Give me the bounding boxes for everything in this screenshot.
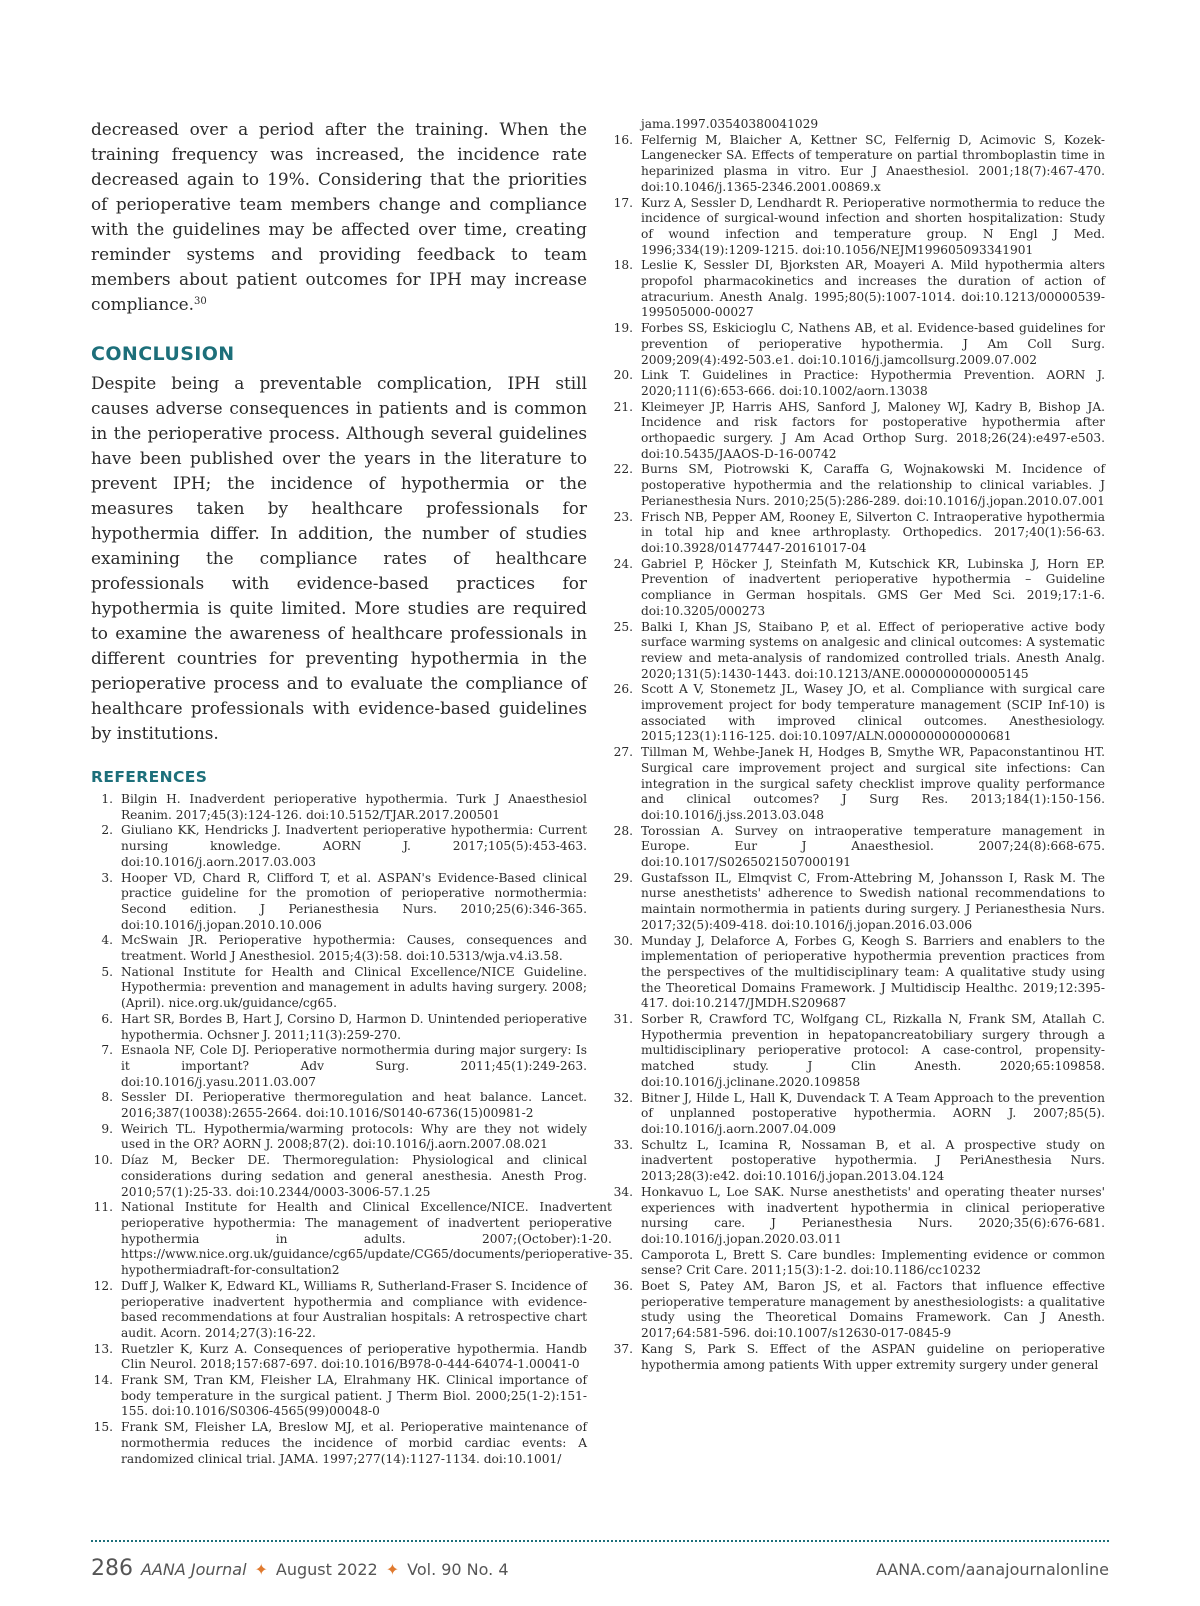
reference-item (91, 965, 587, 1012)
reference-number: 14. (93, 1373, 113, 1388)
reference-item (91, 1090, 587, 1121)
reference-text: Camporota L, Brett S. Care bundles: Implementing evidence or common sense? Crit Care. 2011;15(3):1-2. doi:10.1186/cc10232 (641, 1247, 1105, 1278)
reference-number: 10. (93, 1153, 113, 1168)
reference-number: 28. (613, 823, 633, 838)
reference-text: Kang S, Park S. Effect of the ASPAN guideline on perioperative hypothermia among patients With upper extremity surgery under general (641, 1341, 1105, 1372)
journal-name: AANA Journal (141, 1560, 247, 1579)
reference-number: 11. (93, 1200, 113, 1215)
reference-text: Gustafsson IL, Elmqvist C, From-Attebring M, Johansson I, Rask M. The nurse anesthetists' adherence to Swedish national recommendations to maintain normothermia in patients during surgery. J Perianesthesia Nurs. 2017;32(5):409-418. doi:10.1016/j.jopan.2016.03.006 (641, 870, 1105, 932)
reference-text: Gabriel P, Höcker J, Steinfath M, Kutschick KR, Lubinska J, Horn EP. Prevention of inadvertent perioperative hypothermia – Guideline compliance in German hospitals. GMS Ger Med Sci. 2019;17:1-6. doi:10.3205/000273 (641, 556, 1105, 618)
reference-text: Link T. Guidelines in Practice: Hypothermia Prevention. AORN J. 2020;111(6):653-666. doi:10.1002/aorn.13038 (641, 368, 1105, 398)
reference-text: Bilgin H. Inadverdent perioperative hypothermia. Turk J Anaesthesiol Reanim. 2017;45(3):124-126. doi:10.5152/TJAR.2017.200501 (121, 792, 587, 822)
reference-text: Felfernig M, Blaicher A, Kettner SC, Felfernig D, Acimovic S, Kozek-Langenecker SA. Effects of temperature on partial thromboplastin time in heparinized plasma in vitro. Eur J Anaesthesiol. 2001;18(7):467-470. doi:10.1046/j.1365-2346.2001.00869.x (641, 132, 1105, 194)
reference-item (91, 1122, 587, 1153)
reference-text: Boet S, Patey AM, Baron JS, et al. Factors that influence effective perioperative temperature management by anesthesiologists: a qualitative study using the Theoretical Domains Framework. Can J Anesth. 2017;64:581-596. doi:10.1007/s12630-017-0845-9 (641, 1279, 1105, 1341)
issue-date: August 2022 (275, 1560, 378, 1579)
separator-icon: ✦ (254, 1560, 268, 1579)
reference-text: Esnaola NF, Cole DJ. Perioperative normothermia during major surgery: Is it important? Adv Surg. 2011;45(1):249-263. doi:10.1016/j.yasu.2011.03.007 (121, 1043, 587, 1089)
reference-item (605, 400, 1105, 463)
reference-item (605, 510, 1105, 557)
volume-issue: Vol. 90 No. 4 (407, 1560, 509, 1579)
references-list-left (91, 792, 612, 1467)
left-column (91, 117, 612, 1467)
reference-text: Tillman M, Wehbe-Janek H, Hodges B, Smythe WR, Papaconstantinou HT. Surgical care improvement project and surgical site infections: Can integration in the surgical safety checklist improve quality performance and clinical outcomes? J Surg Res. 2013;184(1):150-156. doi:10.1016/j.jss.2013.03.048 (641, 745, 1105, 822)
reference-number: 15. (93, 1420, 113, 1435)
conclusion-heading: CONCLUSION (91, 343, 235, 365)
reference-number: 4. (101, 933, 113, 948)
reference-text: McSwain JR. Perioperative hypothermia: Causes, consequences and treatment. World J Anesthesiol. 2015;4(3):58. doi:10.5313/wja.v4.i3.58. (121, 933, 587, 964)
reference-item (605, 557, 1105, 620)
reference-text: Leslie K, Sessler DI, Bjorksten AR, Moayeri A. Mild hypothermia alters propofol pharmacokinetics and increases the duration of action of atracurium. Anesth Analg. 1995;80(5):1007-1014. doi:10.1213/00000539-199505000-00027 (641, 258, 1105, 320)
reference-text: Weirich TL. Hypothermia/warming protocols: Why are they not widely used in the OR? AORN J. 2008;87(2). doi:10.1016/j.aorn.2007.08.021 (121, 1121, 587, 1152)
reference-number: 8. (101, 1090, 113, 1105)
reference-number: 20. (613, 368, 633, 383)
reference-number: 16. (613, 132, 633, 147)
page-footer (91, 1556, 1109, 1581)
reference-text: Duff J, Walker K, Edward KL, Williams R, Sutherland-Fraser S. Incidence of perioperative inadvertent hypothermia and compliance with evidence-based recommendations at four Australian hospitals: A retrospective chart audit. Acorn. 2014;27(3):16-22. (121, 1278, 587, 1340)
reference-number: 13. (93, 1341, 113, 1356)
reference-text: Giuliano KK, Hendricks J. Inadvertent perioperative hypothermia: Current nursing knowledge. AORN J. 2017;105(5):453-463. doi:10.1016/j.aorn.2017.03.003 (121, 823, 587, 869)
reference-number: 9. (101, 1121, 113, 1136)
reference-number: 21. (613, 399, 633, 414)
reference-item (605, 196, 1105, 259)
reference-item (605, 682, 1105, 745)
reference-text: Frank SM, Fleisher LA, Breslow MJ, et al. Perioperative maintenance of normothermia reduces the incidence of morbid cardiac events: A randomized clinical trial. JAMA. 1997;277(14):1127-1134. doi:10.1001/ (121, 1420, 587, 1466)
reference-text: Ruetzler K, Kurz A. Consequences of perioperative hypothermia. Handb Clin Neurol. 2018;157:687-697. doi:10.1016/B978-0-444-64074-1.00041-0 (121, 1341, 587, 1372)
journal-url: AANA.com/aanajournalonline (875, 1560, 1109, 1579)
reference-text: Forbes SS, Eskicioglu C, Nathens AB, et al. Evidence-based guidelines for prevention of perioperative hypothermia. J Am Coll Surg. 2009;209(4):492-503.e1. doi:10.1016/j.jamcollsurg.2009.07.002 (641, 321, 1105, 367)
reference-item (605, 1012, 1105, 1091)
reference-number: 17. (613, 195, 633, 210)
reference-number: 19. (613, 321, 633, 336)
reference-text: Hooper VD, Chard R, Clifford T, et al. ASPAN's Evidence-Based clinical practice guideline for the promotion of perioperative normothermia: Second edition. J Perianesthesia Nurs. 2010;25(6):346-365. doi:10.1016/j.jopan.2010.10.006 (121, 870, 587, 932)
citation-superscript: 30 (194, 296, 207, 307)
reference-number: 29. (613, 870, 633, 885)
page-number: 286 (91, 1556, 133, 1581)
reference-item (605, 871, 1105, 934)
intro-paragraph (91, 117, 587, 317)
reference-number: 5. (101, 964, 113, 979)
reference-item (605, 1248, 1105, 1279)
reference-item (605, 258, 1105, 321)
reference-text: Kleimeyer JP, Harris AHS, Sanford J, Maloney WJ, Kadry B, Bishop JA. Incidence and risk factors for postoperative hypothermia after orthopaedic surgery. J Am Acad Orthop Surg. 2018;26(24):e497-e503. doi:10.5435/JAAOS-D-16-00742 (641, 399, 1105, 461)
reference-number: 6. (101, 1011, 113, 1026)
reference-item (605, 133, 1105, 196)
reference-number: 2. (101, 823, 113, 838)
reference-item (91, 1373, 587, 1420)
reference-number: 24. (613, 556, 633, 571)
reference-item (91, 1153, 587, 1200)
reference-item (91, 823, 587, 870)
footer-divider (91, 1540, 1109, 1542)
reference-item (605, 934, 1105, 1013)
reference-text: Scott A V, Stonemetz JL, Wasey JO, et al. Compliance with surgical care improvement project for body temperature management (SCIP Inf-10) is associated with improved clinical outcomes. Anesthesiology. 2015;123(1):116-125. doi:10.1097/ALN.0000000000000681 (641, 682, 1105, 744)
reference-text: Burns SM, Piotrowski K, Caraffa G, Wojnakowski M. Incidence of postoperative hypothermia and the relationship to clinical variables. J Perianesthesia Nurs. 2010;25(5):286-289. doi:10.1016/j.jopan.2010.07.001 (641, 462, 1105, 508)
reference-number: 23. (613, 509, 633, 524)
reference-number: 22. (613, 462, 633, 477)
reference-number: 26. (613, 682, 633, 697)
reference-item (91, 1200, 612, 1279)
separator-icon: ✦ (385, 1560, 400, 1579)
reference-item (91, 1279, 587, 1342)
reference-item (91, 871, 587, 934)
reference-number: 32. (613, 1090, 633, 1105)
reference-text: Honkavuo L, Loe SAK. Nurse anesthetists' and operating theater nurses' experiences with inadvertent hypothermia in clinical perioperative nursing care. J Perianesthesia Nurs. 2020;35(6):676-681. doi:10.1016/j.jopan.2020.03.011 (641, 1184, 1105, 1246)
reference-item (91, 1012, 587, 1043)
right-column (605, 117, 1105, 1373)
reference-text: Balki I, Khan JS, Staibano P, et al. Effect of perioperative active body surface warming systems on analgesic and clinical outcomes: A systematic review and meta-analysis of randomized controlled trials. Anesth Analg. 2020;131(5):1430-1443. doi:10.1213/ANE.0000000000005145 (641, 619, 1105, 681)
reference-number: 37. (613, 1341, 633, 1356)
reference-number: 7. (101, 1043, 113, 1058)
conclusion-paragraph: Despite being a preventable complication, IPH still causes adverse consequences in patients and is common in the perioperative process. Although several guidelines have been published over the years in the literature to prevent IPH; the incidence of hypothermia or the measures taken by healthcare professionals for hypothermia differ. In addition, the number of studies examining the compliance rates of healthcare professionals with evidence-based practices for hypothermia is quite limited. More studies are required to examine the awareness of healthcare professionals in different countries for preventing hypothermia in the perioperative process and to evaluate the compliance of healthcare professionals with evidence-based guidelines by institutions. (91, 373, 587, 743)
reference-text: Sessler DI. Perioperative thermoregulation and heat balance. Lancet. 2016;387(10038):2655-2664. doi:10.1016/S0140-6736(15)00981-2 (121, 1090, 587, 1121)
reference-text: Hart SR, Bordes B, Hart J, Corsino D, Harmon D. Unintended perioperative hypothermia. Ochsner J. 2011;11(3):259-270. (121, 1011, 587, 1042)
intro-paragraph-text: decreased over a period after the training. When the training frequency was increased, the incidence rate decreased again to 19%. Considering that the priorities of perioperative team members change and compliance with the guidelines may be affected over time, creating reminder systems and providing feedback to team members about patient outcomes for IPH may increase compliance. (91, 119, 587, 314)
reference-item (605, 321, 1105, 368)
reference-number: 27. (613, 745, 633, 760)
reference-item (605, 462, 1105, 509)
reference-text: Díaz M, Becker DE. Thermoregulation: Physiological and clinical considerations during sedation and general anesthesia. Anesth Prog. 2010;57(1):25-33. doi:10.2344/0003-3006-57.1.25 (121, 1153, 587, 1199)
reference-text: National Institute for Health and Clinical Excellence/NICE Guideline. Hypothermia: prevention and management in adults having surgery. 2008;(April). nice.org.uk/guidance/cg65. (121, 964, 587, 1011)
reference-item (91, 1342, 587, 1373)
reference-item (91, 1420, 587, 1467)
reference-number: 34. (613, 1184, 633, 1199)
references-heading: REFERENCES (91, 768, 208, 786)
reference-number: 31. (613, 1012, 633, 1027)
reference-text: Munday J, Delaforce A, Forbes G, Keogh S. Barriers and enablers to the implementation of perioperative hypothermia prevention practices from the perspectives of the multidisciplinary team: A qualitative study using the Theoretical Domains Framework. J Multidiscip Healthc. 2019;12:395-417. doi:10.2147/JMDH.S209687 (641, 933, 1105, 1011)
reference-item (91, 792, 587, 823)
reference-text: Sorber R, Crawford TC, Wolfgang CL, Rizkalla N, Frank SM, Atallah C. Hypothermia prevention in hepatopancreatobiliary surgery through a multidisciplinary perioperative protocol: A case-control, propensity-matched study. J Clin Anesth. 2020;65:109858. doi:10.1016/j.jclinane.2020.109858 (641, 1012, 1105, 1089)
reference-number: 25. (613, 619, 633, 634)
reference-text: Frisch NB, Pepper AM, Rooney E, Silverton C. Intraoperative hypothermia in total hip and knee arthroplasty. Orthopedics. 2017;40(1):56-63. doi:10.3928/01477447-20161017-04 (641, 509, 1105, 555)
reference-item (91, 1043, 587, 1090)
reference-item (605, 745, 1105, 824)
reference-item (605, 1185, 1105, 1248)
reference-continuation: jama.1997.03540380041029 (641, 117, 819, 131)
reference-text: Bitner J, Hilde L, Hall K, Duvendack T. A Team Approach to the prevention of unplanned postoperative hypothermia. AORN J. 2007;85(5). doi:10.1016/j.aorn.2007.04.009 (641, 1090, 1105, 1136)
reference-text: National Institute for Health and Clinical Excellence/NICE. Inadvertent perioperative hypothermia: The management of inadvertent perioperative hypothermia in adults. 2007;(October):1-20. https://www.nice.org.uk/guidance/cg65/update/CG65/documents/perioperative-hypothermiadraft-for-consultation2 (121, 1200, 612, 1278)
reference-item (605, 620, 1105, 683)
reference-number: 36. (613, 1279, 633, 1294)
reference-number: 35. (613, 1247, 633, 1262)
reference-item (605, 368, 1105, 399)
reference-text: Kurz A, Sessler D, Lendhardt R. Perioperative normothermia to reduce the incidence of surgical-wound infection and shorten hospitalization: Study of wound infection and temperature group. N Engl J Med. 1996;334(19):1209-1215. doi:10.1056/NEJM199605093341901 (641, 195, 1105, 257)
reference-number: 30. (613, 933, 633, 948)
reference-text: Schultz L, Icamina R, Nossaman B, et al. A prospective study on inadvertent postoperative hypothermia. J PeriAnesthesia Nurs. 2013;28(3):e42. doi:10.1016/j.jopan.2013.04.124 (641, 1137, 1105, 1184)
reference-number: 18. (613, 258, 633, 273)
reference-number: 33. (613, 1137, 633, 1152)
reference-item (605, 1138, 1105, 1185)
reference-text: Frank SM, Tran KM, Fleisher LA, Elrahmany HK. Clinical importance of body temperature in the surgical patient. J Therm Biol. 2000;25(1-2):151-155. doi:10.1016/S0306-4565(99)00048-0 (121, 1373, 587, 1419)
reference-item (605, 1091, 1105, 1138)
reference-number: 12. (93, 1278, 113, 1293)
reference-number: 3. (101, 870, 113, 885)
reference-number: 1. (101, 792, 113, 806)
reference-item (605, 824, 1105, 871)
reference-item (605, 1279, 1105, 1342)
reference-item (91, 933, 587, 964)
references-list-right (605, 133, 1105, 1374)
reference-item (605, 1342, 1105, 1373)
reference-text: Torossian A. Survey on intraoperative temperature management in Europe. Eur J Anaesthesiol. 2007;24(8):668-675. doi:10.1017/S0265021507000191 (641, 823, 1105, 870)
